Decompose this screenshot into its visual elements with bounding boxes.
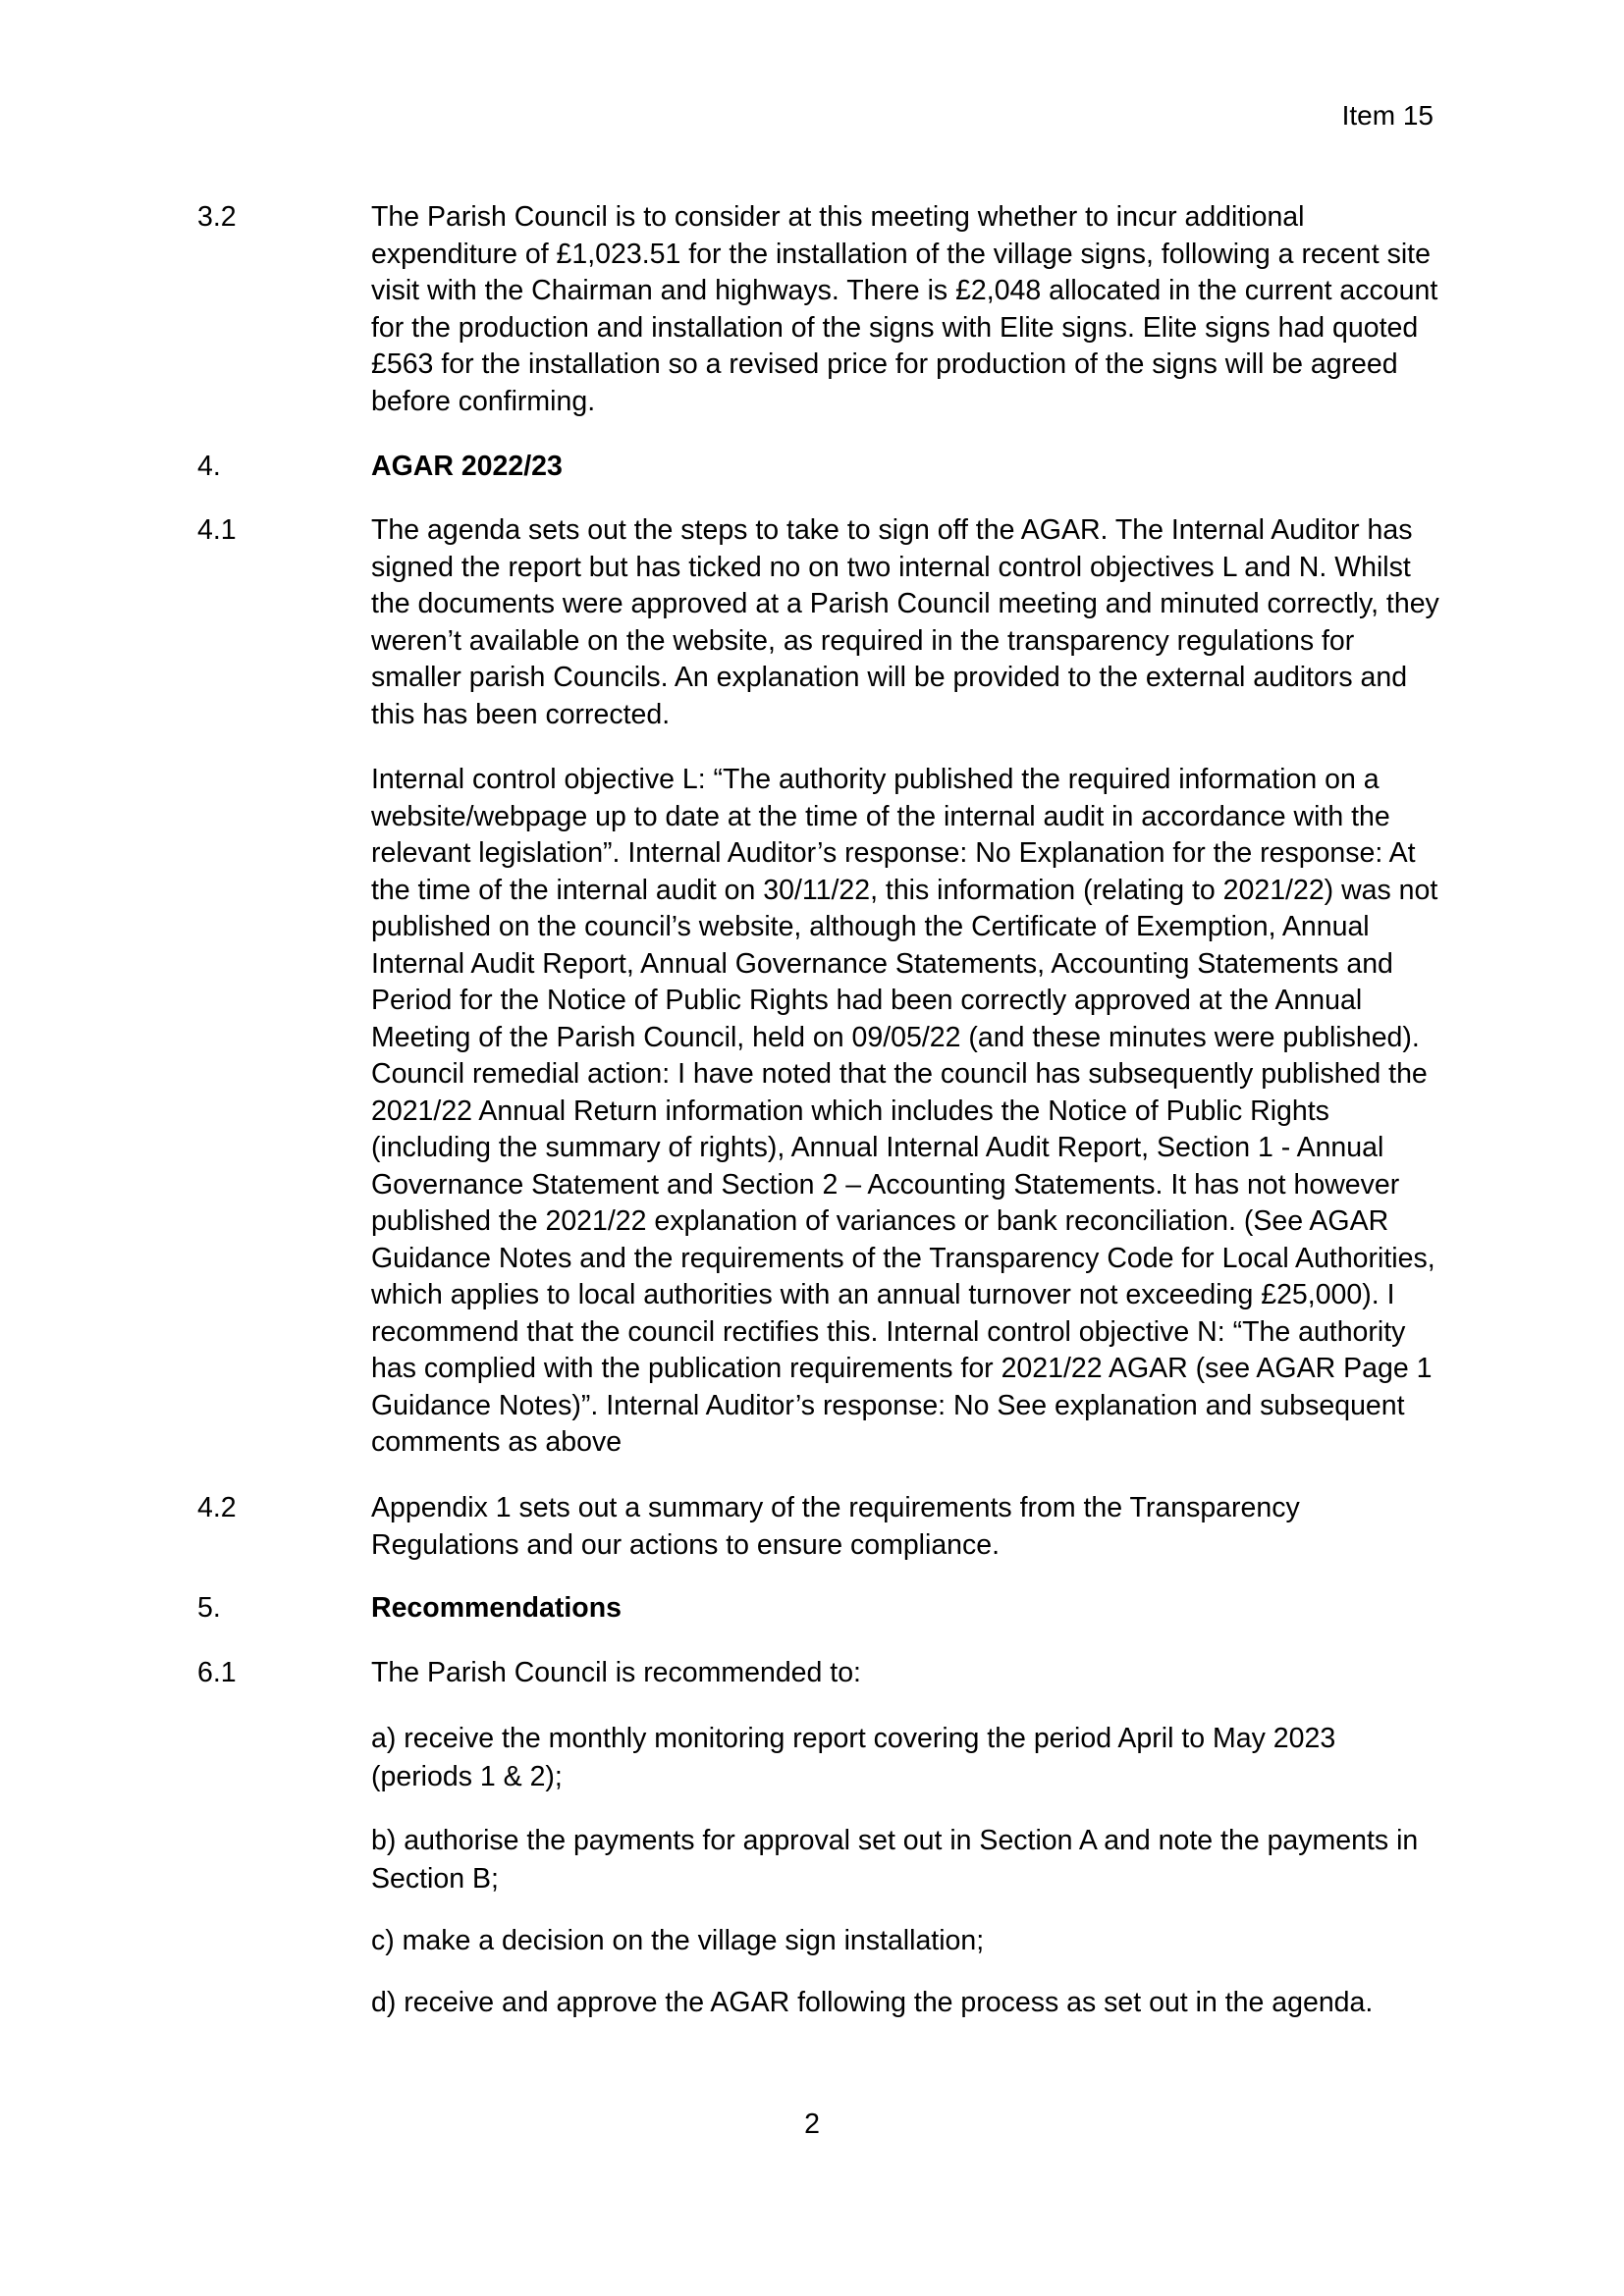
section-number: 5. [197,1592,221,1624]
section-heading: AGAR 2022/23 [371,451,563,482]
section-number: 3.2 [197,201,237,233]
recommendation-text: d) receive and approve the AGAR following the process as set out in the agenda. [371,1987,1374,2018]
section-text: The Parish Council is to consider at this meeting whether to incur additional expenditure of £1,023.51 for the installation of the village signs, following a recent site visit with the Chairman and highways. There is £2,048 allocated in the current account for the production and installation of the signs with Elite signs. Elite signs had quoted £563 for the installation so a revised price for production of the signs will be agreed before confirming. [371,201,1438,417]
section-text: The Parish Council is recommended to: [371,1657,861,1688]
recommendation-text: a) receive the monthly monitoring report covering the period April to May 2023 (periods 1 & 2); [371,1723,1336,1792]
section-text: Appendix 1 sets out a summary of the requirements from the Transparency Regulations and our actions to ensure compliance. [371,1492,1300,1561]
section-number: 4.2 [197,1492,237,1523]
section-number: 6.1 [197,1657,237,1688]
section-number: 4. [197,451,221,482]
recommendation-text: c) make a decision on the village sign installation; [371,1925,985,1956]
section-text: The agenda sets out the steps to take to sign off the AGAR. The Internal Auditor has signed the report but has ticked no on two internal control objectives L and N. Whilst the documents were approved at a Parish Council meeting and minuted correctly, they weren’t available on the website, as required in the transparency regulations for smaller parish Councils. An explanation will be provided to the external auditors and this has been corrected. [371,514,1439,730]
page-number: 2 [804,2109,820,2140]
section-heading: Recommendations [371,1592,622,1624]
section-number: 4.1 [197,514,237,546]
item-label: Item 15 [1341,100,1434,131]
section-text-continued: Internal control objective L: “The authority published the required information on a website/webpage up to date at the time of the internal audit in accordance with the relevant legislation”. Internal Auditor’s response: No Explanation for the response: At the time of the internal audit on 30/11/22, this information (relating to 2021/22) was not published on the council’s website, although the Certificate of Exemption, Annual Internal Audit Report, Annual Governance Statements, Accounting Statements and Period for the Notice of Public Rights had been correctly approved at the Annual Meeting of the Parish Council, held on 09/05/22 (and these minutes were published). Council remedial action: I have noted that the council has subsequently published the 2021/22 Annual Return information which includes the Notice of Public Rights (including the summary of rights), Annual Internal Audit Report, Section 1 - Annual Governance Statement and Section 2 – Accounting Statements. It has not however published the 2021/22 explanation of variances or bank reconciliation. (See AGAR Guidance Notes and the requirements of the Transparency Code for Local Authorities, which applies to local authorities with an annual turnover not exceeding £25,000). I recommend that the council rectifies this. Internal control objective N: “The authority has complied with the publication requirements for 2021/22 AGAR (see AGAR Page 1 Guidance Notes)”. Internal Auditor’s response: No See explanation and subsequent comments as above [371,764,1438,1458]
recommendation-text: b) authorise the payments for approval set out in Section A and note the payments in Section B; [371,1825,1419,1895]
